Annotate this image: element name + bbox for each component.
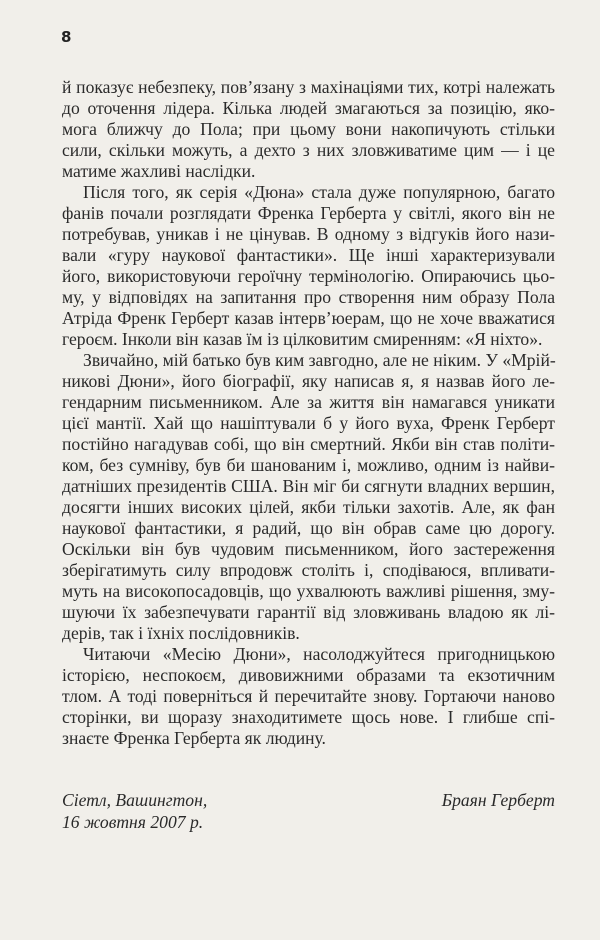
text-line: Звичайно, мій батько був ким завгодно, але не ніким. У «Мрій- (83, 350, 556, 370)
text-line: сторінки, ви щоразу знаходитимете щось нове. І глибше спі- (62, 707, 555, 727)
text-line: зберігатимуть силу впродовж століть і, сподіваюся, впливати- (62, 560, 555, 580)
text-line: Читаючи «Месію Дюни», насолоджуйтеся пригодницькою (83, 644, 555, 664)
text-line: Атріда Френк Герберт казав інтерв’юерам, що не хоче вважатися (62, 308, 555, 328)
text-line: вали «гуру наукової фантастики». Ще інші характеризували (62, 245, 555, 265)
text-line: наукової фантастики, я радий, що він обрав саме цю дорогу. (62, 518, 555, 538)
text-line: сили, скільки можуть, а дехто з них зловживатиме цим — і це (62, 140, 555, 160)
text-line: фанів почали розглядати Френка Герберта у світлі, якого він не (62, 203, 555, 223)
text-line: постійно нагадував собі, що він смертний. Якби він став політи- (62, 434, 555, 454)
body-text (62, 77, 555, 749)
signature-place-date (62, 789, 207, 833)
text-line: історією, неспокоєм, дивовижними образами та екзотичним (62, 665, 555, 685)
text-line: мога ближчу до Пола; при цьому вони накопичують стільки (62, 119, 555, 139)
text-line: матиме жахливі наслідки. (62, 161, 256, 181)
text-line: до оточення лідера. Кілька людей змагаються за позицію, яко- (62, 98, 555, 118)
signature-author: Браян Герберт (441, 790, 555, 810)
text-line: його, використовуючи героїчну термінологію. Опираючись цьо- (62, 266, 555, 286)
text-line: шуючи їх забезпечувати гарантії від зловживань владою як лі- (62, 602, 555, 622)
text-line: Оскільки він був чудовим письменником, його застереження (62, 539, 555, 559)
page-number: 8 (61, 28, 72, 46)
text-line: потребував, уникав і не цінував. В одному з відгуків його нази- (62, 224, 555, 244)
text-line: му, у відповідях на запитання про створення ним образу Пола (62, 287, 555, 307)
text-line: ком, без сумніву, був би шанованим і, можливо, одним із найви- (62, 455, 555, 475)
text-line: досягти інших високих цілей, якби тільки захотів. Але, як фан (62, 497, 555, 517)
paragraph (62, 182, 555, 350)
text-line: цієї мантії. Хай що нашіптували б у його вуха, Френк Герберт (62, 413, 555, 433)
paragraph (62, 350, 555, 644)
text-line: героєм. Інколи він казав їм із цілковитим смиренням: «Я ніхто». (62, 329, 543, 349)
text-line: муть на високопосадовців, що ухвалюють важливі рішення, зму- (62, 581, 555, 601)
text-line: датніших президентів США. Він міг би сягнути владних вершин, (62, 476, 555, 496)
text-line: тлом. А тоді поверніться й перечитайте знову. Гортаючи наново (62, 686, 555, 706)
text-line: знаєте Френка Герберта як людину. (62, 728, 326, 748)
text-line: дерів, так і їхніх послідовників. (62, 623, 300, 643)
text-line: й показує небезпеку, пов’язану з махінаціями тих, котрі належать (62, 77, 555, 97)
signature-place: Сіетл, Вашингтон, (62, 790, 208, 810)
paragraph (62, 644, 555, 749)
text-line: гендарним письменником. Але за життя він намагався уникати (62, 392, 555, 412)
signature-date: 16 жовтня 2007 р. (62, 812, 204, 832)
text-line: никові Дюни», його біографії, яку написав я, я назвав його ле- (62, 371, 555, 391)
text-line: Після того, як серія «Дюна» стала дуже популярною, багато (83, 182, 555, 202)
paragraph (62, 77, 555, 182)
